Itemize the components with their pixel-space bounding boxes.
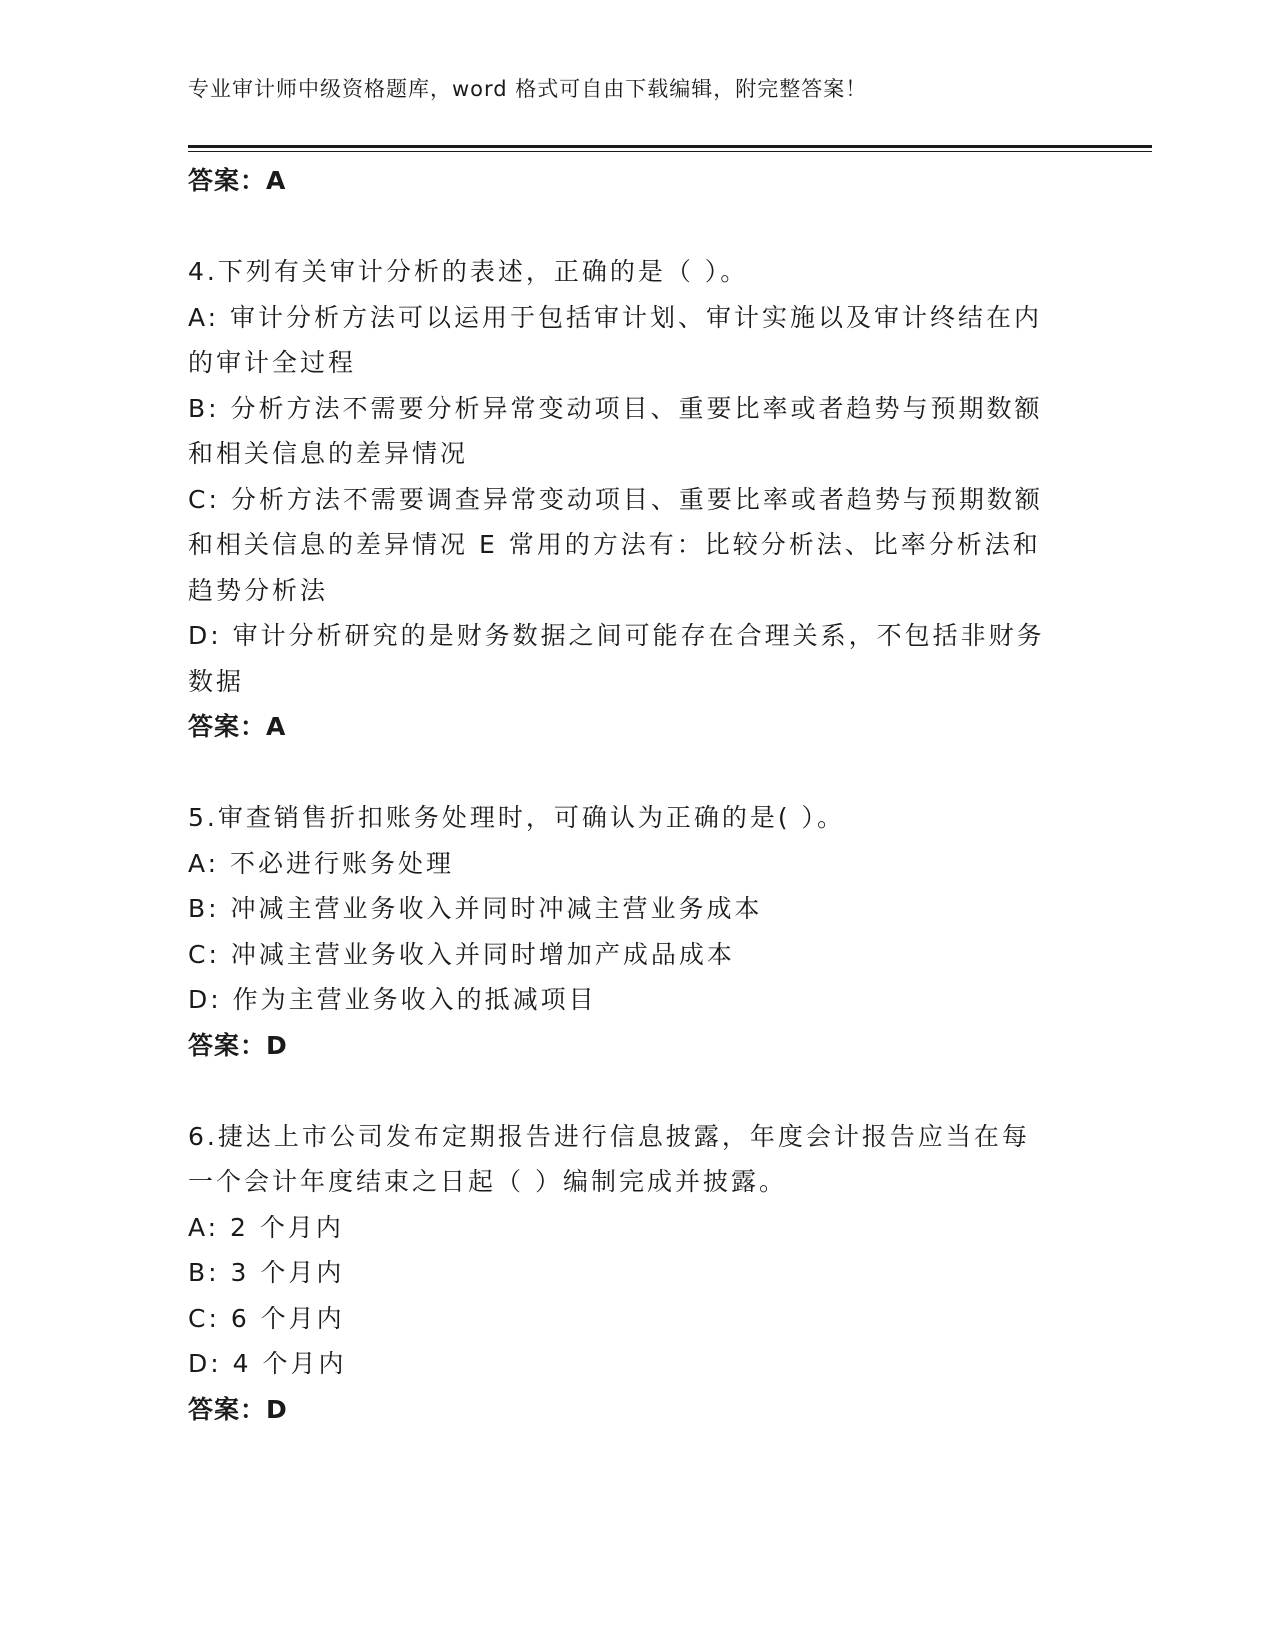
header-rule-thin xyxy=(188,151,1152,152)
spacer xyxy=(188,750,1088,796)
question-block xyxy=(188,1114,1088,1433)
page-header: 专业审计师中级资格题库，word 格式可自由下载编辑，附完整答案！ xyxy=(188,77,868,101)
question-answer: 答案：A xyxy=(188,712,287,741)
question-stem: 5.审查销售折扣账务处理时，可确认为正确的是( ）。 xyxy=(188,803,846,832)
option-d-continued: 数据 xyxy=(188,666,245,696)
option-b: B: 3 个月内 xyxy=(188,1258,345,1287)
option-c: C: 分析方法不需要调查异常变动项目、重要比率或者趋势与预期数额 xyxy=(188,484,1043,514)
question-stem-continued: 一个会计年度结束之日起（ ）编制完成并披露。 xyxy=(188,1167,787,1196)
question-stem: 6.捷达上市公司发布定期报告进行信息披露，年度会计报告应当在每 xyxy=(188,1121,1030,1151)
option-d: D: 审计分析研究的是财务数据之间可能存在合理关系，不包括非财务 xyxy=(188,621,1045,650)
question-block xyxy=(188,249,1088,750)
question-stem: 4.下列有关审计分析的表述，正确的是（ ）。 xyxy=(188,257,749,286)
question-block xyxy=(188,795,1088,1068)
option-b: B: 分析方法不需要分析异常变动项目、重要比率或者趋势与预期数额 xyxy=(188,393,1043,423)
option-d: D: 4 个月内 xyxy=(188,1349,347,1378)
option-a: A: 2 个月内 xyxy=(188,1212,344,1242)
question-content xyxy=(188,158,1088,1432)
spacer xyxy=(188,204,1088,250)
option-c: C: 冲减主营业务收入并同时增加产成品成本 xyxy=(188,939,735,969)
option-b-continued: 和相关信息的差异情况 xyxy=(188,439,469,468)
option-c: C: 6 个月内 xyxy=(188,1303,345,1333)
question-answer: 答案：D xyxy=(188,1030,288,1060)
option-a: A: 不必进行账务处理 xyxy=(188,848,455,878)
option-b: B: 冲减主营业务收入并同时冲减主营业务成本 xyxy=(188,894,763,923)
option-c-continued: 趋势分析法 xyxy=(188,575,329,605)
header-rule-thick xyxy=(188,145,1152,148)
spacer xyxy=(188,1068,1088,1114)
option-d: D: 作为主营业务收入的抵减项目 xyxy=(188,985,597,1014)
option-a-continued: 的审计全过程 xyxy=(188,348,357,377)
option-a: A: 审计分析方法可以运用于包括审计划、审计实施以及审计终结在内 xyxy=(188,302,1043,332)
previous-answer: 答案：A xyxy=(188,166,287,195)
option-c-continued: 和相关信息的差异情况 E 常用的方法有：比较分析法、比率分析法和 xyxy=(188,530,1041,559)
question-answer: 答案：D xyxy=(188,1394,288,1424)
